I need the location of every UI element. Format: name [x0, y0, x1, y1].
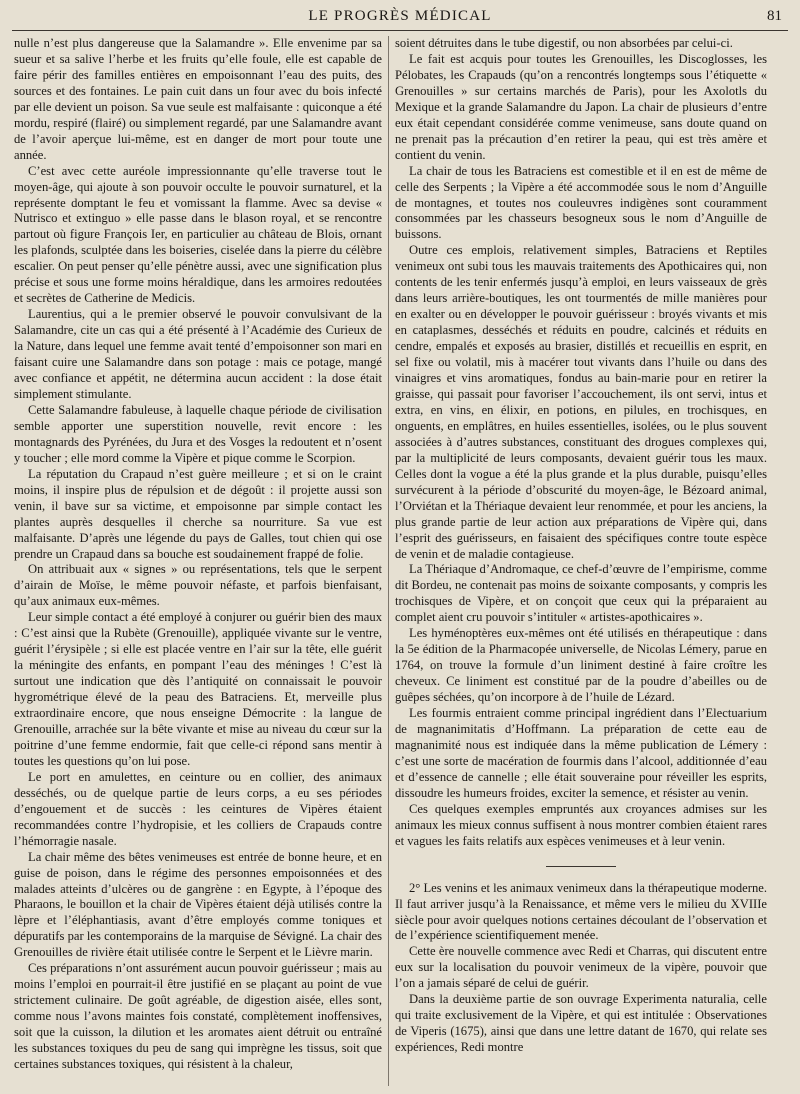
paragraph: Laurentius, qui a le premier observé le pouvoir convulsivant de la Salamandre, cite un cas qui a été présenté à l’Académie des Curieux de la Nature, dans lequel une femme avait tenté d’empoisonner son mari en faisant cuire une Salamandre dans son potage : mais ce potage, mangé avec confiance et appétit, ne détermina aucun accident : la dose était simplement stimulante. [14, 307, 382, 401]
paragraph: Cette ère nouvelle commence avec Redi et Charras, qui discutent entre eux sur la localisation du pouvoir venimeux de la vipère, pouvoir que l’on a jamais séparé de celui de guérir. [395, 944, 767, 991]
paragraph: C’est avec cette auréole impressionnante qu’elle traverse tout le moyen-âge, qui ajoute à son pouvoir occulte le pouvoir surnaturel, et la représente domptant le feu et vomissant la flamme. Avec sa devise « Nutrisco et extinguo » elle passe dans le blason royal, et se rencontre partout où figure François Ier, en particulier au château de Blois, ornant les plafonds, sculptée dans les boiseries, ciselée dans la pierre du célèbre escalier. On peut penser qu’elle pénètre aussi, avec une signification plus précise et sous une forme moins héraldique, dans les armoires redoutées et secrètes de Catherine de Medicis. [14, 163, 382, 306]
section-heading-paragraph: 2° Les venins et les animaux venimeux dans la thérapeutique moderne. Il faut arriver jusqu’à la Renaissance, et même vers le milieu du XVIIIe siècle pour avoir quelques notions certaines découlant de l’observation et de l’expérience scientifiquement menée. [395, 880, 767, 943]
paragraph: Leur simple contact a été employé à conjurer ou guérir bien des maux : C’est ainsi que la Rubète (Grenouille), appliquée vivante sur le ventre, guérit l’érysipèle ; si elle est placée ventre en l’air sur la tête, elle guérit la méningite des enfants, en pompant l’eau des méninges ! C’est là surtout une indication que dès l’antiquité on connaissait le pouvoir hygrométrique élevé de la peau des Batraciens. Et, merveille plus extraordinaire encore, que nous enseigne Démocrite : la langue de Grenouille, arrachée sur la bête vivante et mise au niveau du cœur sur la poitrine d’une femme endormie, fait que celle-ci répond sans mentir à toutes les questions qu’on lui pose. [14, 610, 382, 768]
paragraph: nulle n’est plus dangereuse que la Salamandre ». Elle envenime par sa sueur et sa salive l’herbe et les fruits qu’elle foule, elle est capable de faire périr des familles entières en empoisonnant l’eau des puits, des sources et des fontaines. Le pain cuit dans un four avec du bois infecté par elle devient un poison. Sa vue seule est malfaisante : quiconque a été mordu, respiré (flairé) ou simplement regardé, par une Salamandre avant de l’avoir aperçue lui-même, est en danger de mort pour toute une année. [14, 36, 382, 162]
page-header [0, 8, 800, 30]
header-rule [12, 30, 788, 31]
paragraph: Ces quelques exemples empruntés aux croyances admises sur les animaux les mieux connus suffisent à nous montrer combien étaient rares et vagues les faits relatifs aux espèces venimeuses et à leur venin. [395, 801, 767, 848]
column-divider [388, 36, 389, 1086]
paragraph: Ces préparations n’ont assurément aucun pouvoir guérisseur ; mais au moins l’emploi en pourrait-il être justifié en se plaçant au point de vue strictement culinaire. De goût agréable, de digestion aisée, elles sont, comme nous l’avons maintes fois constaté, complètement inoffensives, soit que la cuisson, la dilution et les aromates aient détruit ou entraîné les substances toxiques du peu de sang qui imprègne les tissus, soit que certaines substances toxiques, qui résistent à la chaleur, [14, 961, 382, 1071]
paragraph: soient détruites dans le tube digestif, ou non absorbées par celui-ci. [395, 36, 733, 50]
paragraph: Outre ces emplois, relativement simples, Batraciens et Reptiles venimeux ont subi tous les mauvais traitements des Apothicaires qui, non contents de les tenir enfermés jusqu’à emploi, en leurs vaisseaux de grès dans leurs arrière-boutiques, les ont tourmentés de mille manières pour en exalter ou en développer le pouvoir guérisseur : broyés vivants et mis en cataplasmes, desséchés et réduits en poudre, calcinés et réduits en cendre, empalés et exposés au brasier, distillés et recueillis en esprit, en sel fixe ou volatil, mis à macérer tout vivants dans l’huile ou dans des vinaigres et vins aromatiques, fondus au bain-marie pour en retirer la graisse, qui passait pour favoriser l’accouchement, ils ont servi, intus et extra, en vins, en élixir, en potions, en pilules, en trochisques, en onguents, en emplâtres, en huiles essentielles, isolées, ou le plus souvent associées à d’autres substances, constituant des drogues complexes qui, par la multiplicité de leurs composants, devaient guérir tous les maux. Celles dont la vogue a été la plus grande et la plus durable, puisqu’elles survécurent à la période d’obscurité du moyen-âge, le Bézoard animal, l’Orviétan et la Thériaque devaient leur renommée, et pour les anciens, la plus grande partie de leur action aux préparations de Vipère qui, dans l’esprit des guérisseurs, en faisaient des spécifiques contre toute espèce de venin et de maladie contagieuse. [395, 243, 767, 561]
paragraph: Les hyménoptères eux-mêmes ont été utilisés en thérapeutique : dans la 5e édition de la Pharmacopée universelle, de Nicolas Lémery, parue en 1764, on trouve la formule d’un liniment destiné à faire croître les cheveux. Ce liniment est constitué par de la poudre d’abeilles ou de guêpes séchées, qu’on incorpore à de l’huile de Lézard. [395, 626, 767, 705]
paragraph: La réputation du Crapaud n’est guère meilleure ; et si on le craint moins, il inspire plus de répulsion et de dégoût : il projette aussi son venin, il bave sur sa victime, et empoisonne par simple contact les plantes auprès desquelles il cherche sa nourriture. Sa vue est malfaisante. D’après une légende du pays de Galles, tout chien qui ose prendre un Crapaud dans sa bouche est soudainement frappé de folie. [14, 466, 382, 561]
journal-title: LE PROGRÈS MÉDICAL [308, 8, 492, 24]
paragraph: Cette Salamandre fabuleuse, à laquelle chaque période de civilisation semble apporter une superstition nouvelle, revit encore : les montagnards des Pyrénées, du Jura et des Vosges la redoutent et n’osent y toucher ; elle mord comme la Vipère et pique comme le Scorpion. [14, 402, 382, 465]
paragraph: Le port en amulettes, en ceinture ou en collier, des animaux desséchés, ou de quelque partie de leurs corps, a eu ses périodes d’engouement et de succès : les ceintures de Vipères étaient recommandées contre l’hydropisie, et les colliers de Crapauds contre l’hémorragie nasale. [14, 769, 382, 848]
paragraph: La chair même des bêtes venimeuses est entrée de bonne heure, et en guise de poison, dans le régime des personnes empoisonnées et des malades atteints d’ulcères ou de gangrène : en Egypte, à l’époque des Pharaons, le bouillon et la chair de Vipères étaient déjà utilisés contre la lèpre et l’éléphantiasis, avant d’être employés comme toniques et dépuratifs par les contemporains de la marquise de Sévigné. La chair des Grenouilles de rivière était utilisée contre le Serpent et le Lièvre marin. [14, 849, 382, 960]
paragraph: La chair de tous les Batraciens est comestible et il en est de même de celle des Serpents ; la Vipère a été accommodée sous le nom d’Anguille de montagnes, et toutes nos couleuvres indigènes sont couramment consommées par les chasseurs besogneux sous le nom d’Anguille de buissons. [395, 163, 767, 242]
left-column [14, 36, 382, 1073]
paragraph: Le fait est acquis pour toutes les Grenouilles, les Discoglosses, les Pélobates, les Crapauds (qu’on a rencontrés longtemps sous l’étiquette « Grenouilles » sur certains marchés de Paris), pour les Axolotls du Mexique et la grande Salamandre du Japon. La chair de plusieurs d’entre eux était cependant considérée comme venimeuse, sans doute quand on ne prenait pas la précaution d’en retirer la peau, qui est très amère et contient du venin. [395, 51, 767, 162]
paragraph: Les fourmis entraient comme principal ingrédient dans l’Electuarium de magnanimitatis d’Hoffmann. La préparation de cette eau de magnanimité nous est indiquée dans la même publication de Lémery : c’est une sorte de macération de fourmis dans l’alcool, additionnée d’eau et d’essence de cannelle ; elle était souveraine pour réveiller les esprits, dissoudre les humeurs froides, exciter la semence, et résister au venin. [395, 706, 767, 800]
paragraph: Dans la deuxième partie de son ouvrage Experimenta naturalia, celle qui traite exclusivement de la Vipère, et qui est intitulée : Observationes de Viperis (1675), ainsi que dans une lettre datant de 1670, qui relate ses expériences, Redi montre [395, 992, 767, 1055]
paragraph: La Thériaque d’Andromaque, ce chef-d’œuvre de l’empirisme, comme dit Bordeu, ne contenait pas moins de soixante composants, y compris les trochisques de Vipère, et on conçoit que ceux qui la préparaient au complet aient cru pouvoir s’intituler « artistes-apothicaires ». [395, 562, 767, 625]
section-separator [546, 866, 616, 867]
paragraph: On attribuait aux « signes » ou représentations, tels que le serpent d’airain de Moïse, le même pouvoir néfaste, et parfois bienfaisant, qu’aux animaux eux-mêmes. [14, 562, 382, 609]
right-column [395, 36, 767, 1056]
page-number: 81 [767, 8, 782, 24]
